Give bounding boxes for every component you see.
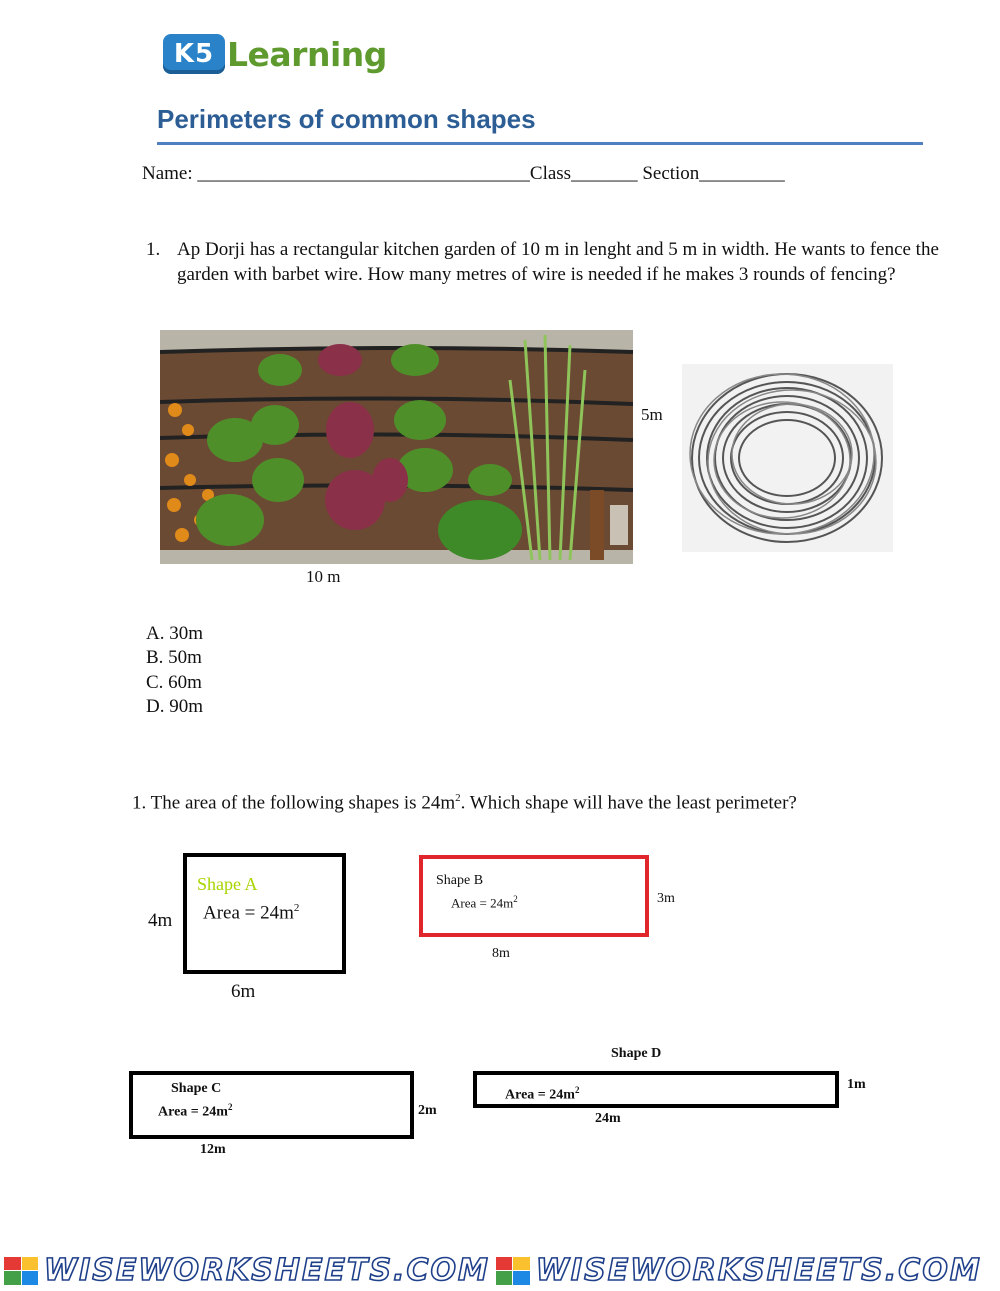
shape-d-area-sup: 2 <box>574 1085 580 1095</box>
shape-a-bottom-label: 6m <box>231 981 256 1002</box>
page-title: Perimeters of common shapes <box>157 104 536 134</box>
option-c[interactable]: C. 60m <box>146 671 202 693</box>
shape-b-side-label: 3m <box>657 891 675 906</box>
question-2-sup: 2 <box>455 792 461 804</box>
shape-a-name: Shape A <box>197 874 258 894</box>
shape-a-area-sup: 2 <box>293 902 300 914</box>
shape-d-area-text: Area = 24m <box>505 1087 575 1103</box>
footer-watermark-text: WISEWORKSHEETS.COM <box>535 1253 982 1288</box>
question-1-text: Ap Dorji has a rectangular kitchen garden of 10 m in lenght and 5 m in width. He wants to fence the garden with barbet wire. How many metres of wire is needed if he makes 3 rounds of fencing? <box>177 239 939 285</box>
shape-b-area-sup: 2 <box>513 894 518 904</box>
question-2-prefix: 1. The area of the following shapes is 24m <box>132 792 456 814</box>
shape-c-bottom-label: 12m <box>200 1142 226 1157</box>
shape-d-side-label: 1m <box>847 1077 866 1092</box>
shape-c-area-text: Area = 24m <box>158 1104 228 1120</box>
shape-c-area <box>158 1102 232 1121</box>
option-b[interactable]: B. 50m <box>146 647 202 669</box>
option-d[interactable]: D. 90m <box>146 695 203 717</box>
wise-badge-icon <box>4 1257 38 1285</box>
option-a[interactable]: A. 30m <box>146 623 203 644</box>
shape-b-name: Shape B <box>436 873 484 888</box>
shape-c-name: Shape C <box>171 1081 222 1096</box>
shape-c-area-sup: 2 <box>227 1102 233 1112</box>
garden-width-label: 5m <box>641 405 663 424</box>
shape-d-bottom-label: 24m <box>595 1111 621 1126</box>
question-1-number: 1. <box>146 239 161 260</box>
footer-watermark-text: WISEWORKSHEETS.COM <box>44 1253 490 1288</box>
garden-length-label: 10 m <box>306 567 341 586</box>
shape-d-name: Shape D <box>611 1046 662 1061</box>
shape-b-area-text: Area = 24m <box>451 895 514 911</box>
k5-learning-logo <box>163 32 387 76</box>
shape-c-side-label: 2m <box>418 1103 437 1118</box>
question-1-options <box>146 622 203 719</box>
name-class-section-line: Name: ___________________________________Class_______ Section_________ <box>142 163 785 184</box>
k5-logo-badge: K5 <box>163 34 225 74</box>
wiseworksheets-footer <box>0 1250 1000 1291</box>
wise-badge-icon <box>496 1257 530 1285</box>
title-underline <box>157 142 923 145</box>
kitchen-garden-image <box>160 330 633 564</box>
learning-logo-text: Learning <box>227 34 387 74</box>
shape-b-bottom-label: 8m <box>492 946 510 961</box>
shape-a-area-text: Area = 24m <box>203 902 294 924</box>
shape-a-area <box>203 902 299 924</box>
question-2 <box>132 792 797 814</box>
barbed-wire-image <box>682 364 893 552</box>
shape-d-area <box>505 1085 579 1104</box>
question-2-suffix: . Which shape will have the least perimeter? <box>460 792 797 814</box>
shape-b-area <box>451 894 518 911</box>
shape-a-side-label: 4m <box>148 910 173 931</box>
